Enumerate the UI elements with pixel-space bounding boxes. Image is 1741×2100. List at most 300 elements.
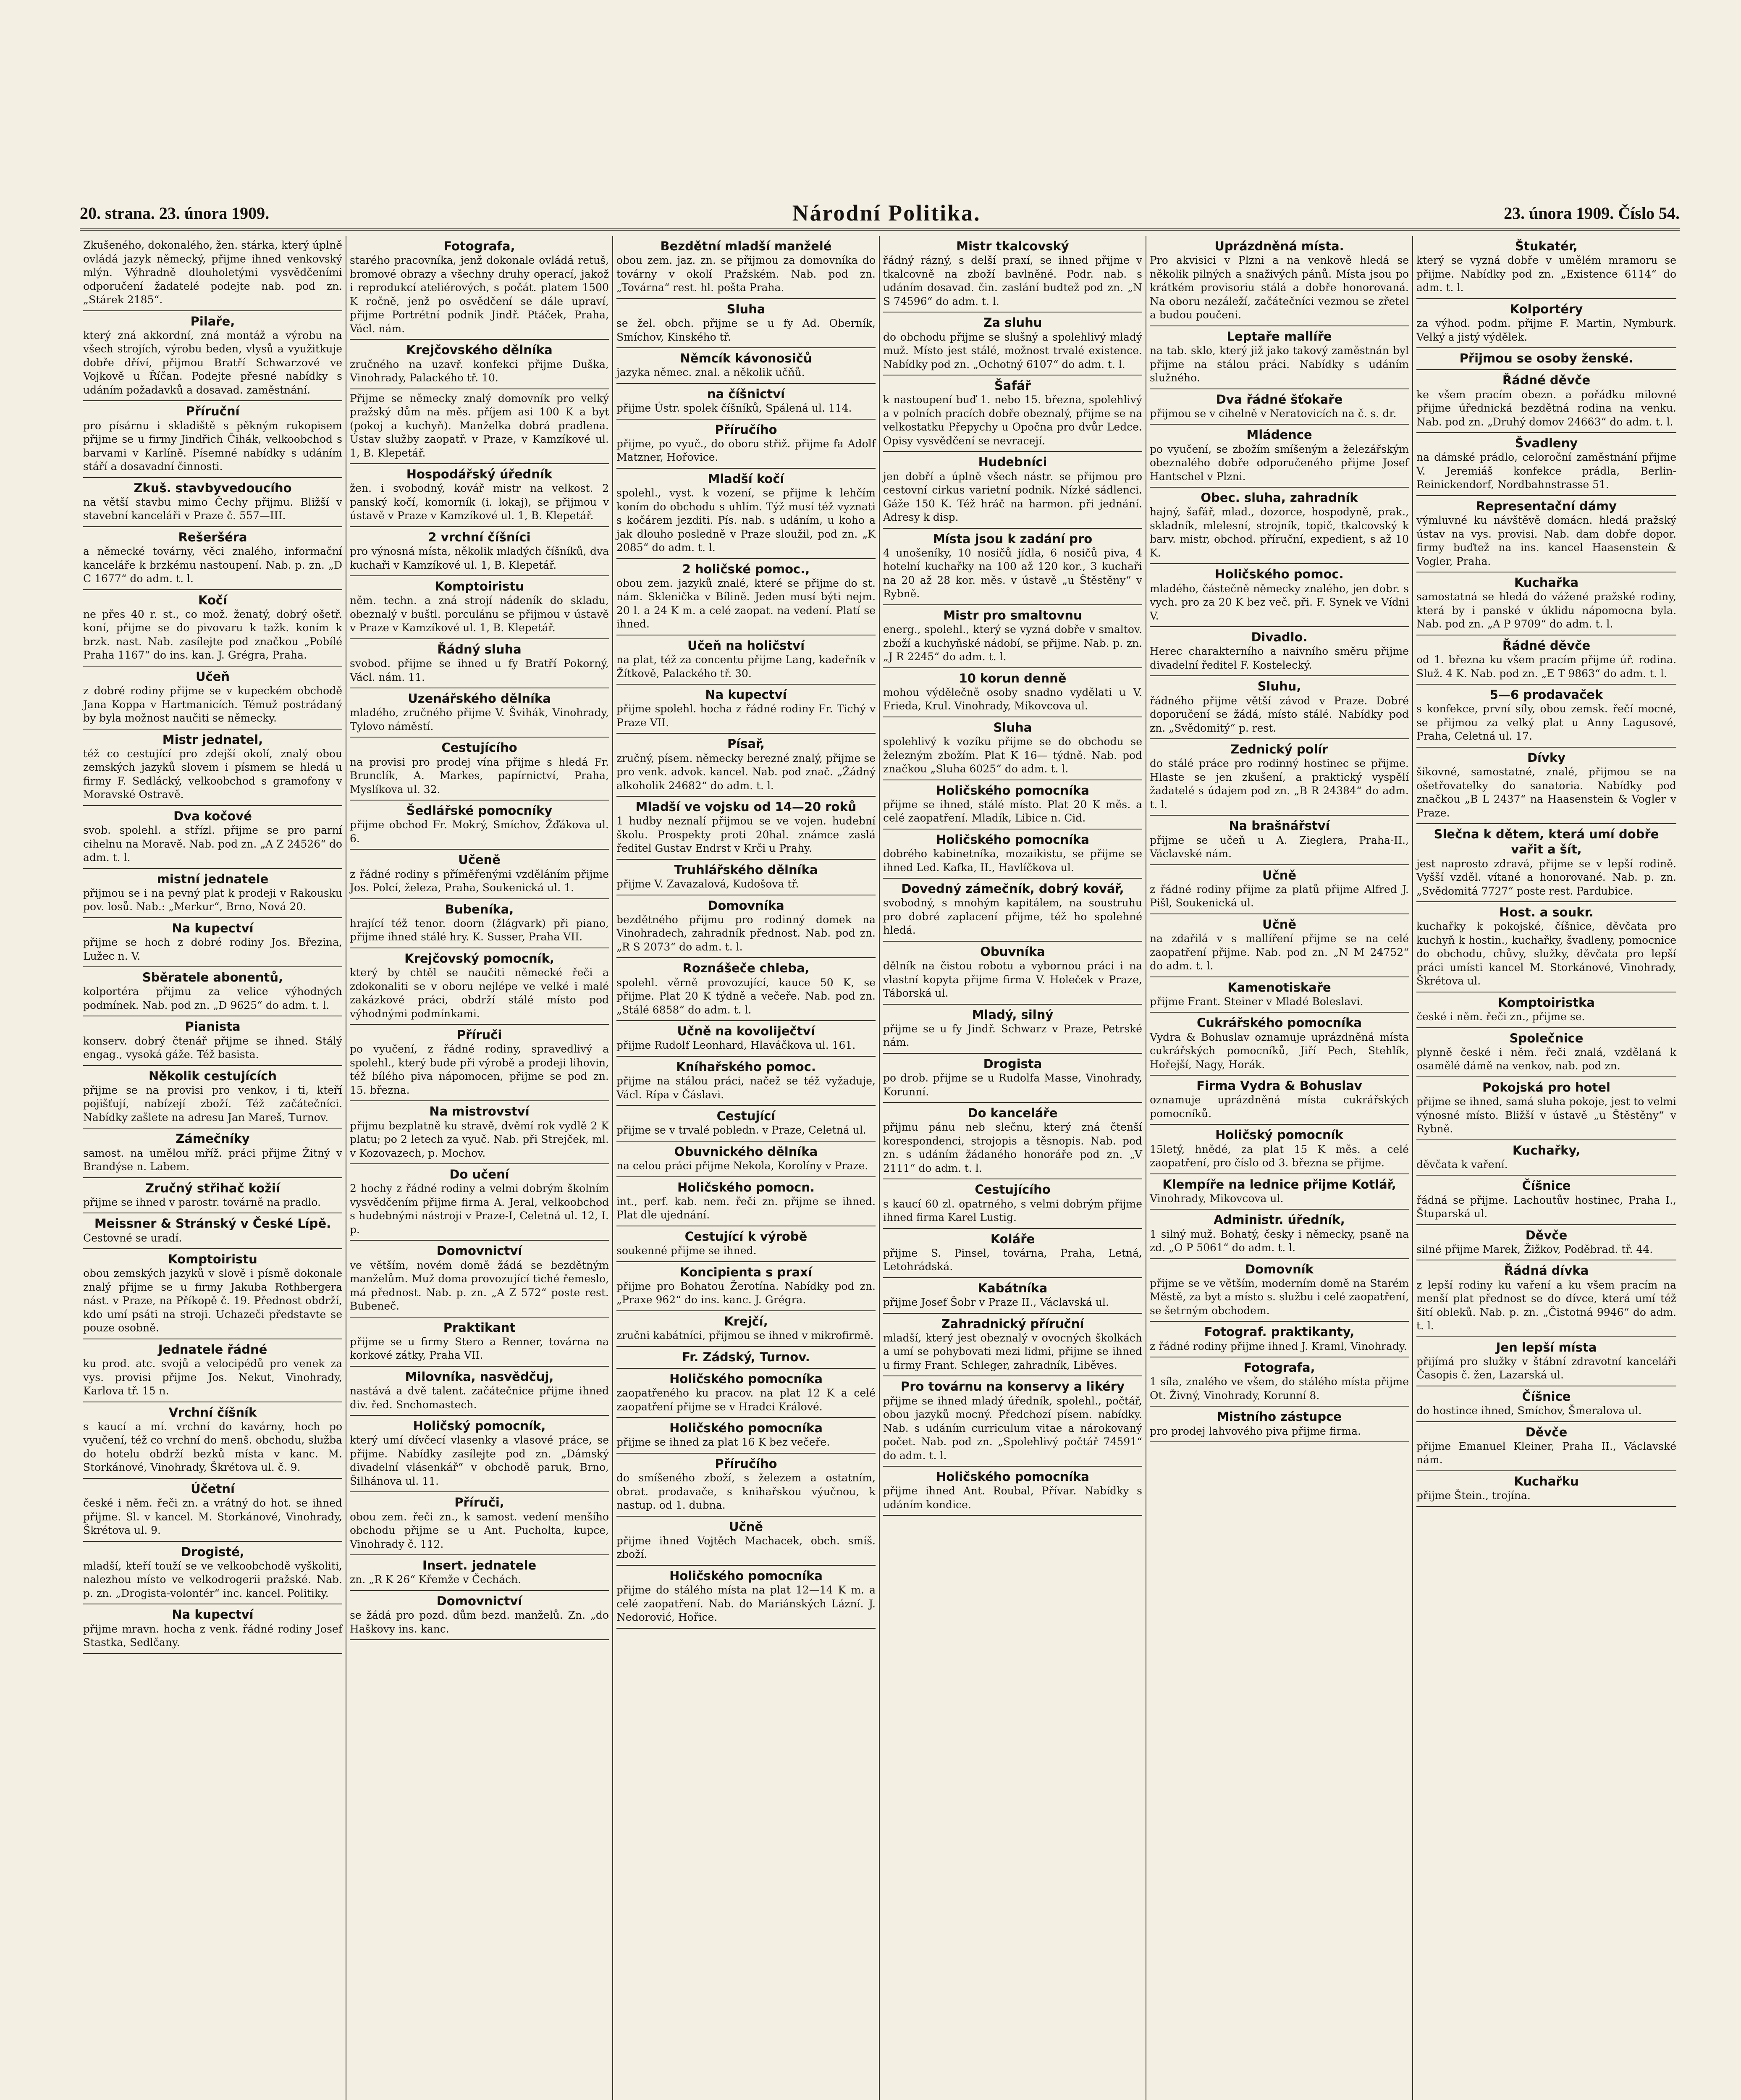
ad-heading: Učně na kovoliječtví [677, 1024, 815, 1038]
ad-heading: Pilaře, [190, 314, 235, 328]
ad-body: Zkušeného, dokonalého, žen. stárka, který úplně ovládá jazyk německý, přijme ihned venkovský mlýn. Výhradně dlouholetými vysvědčeními odporučení žadatelé podejte nab. pod zn. „Stárek 2185“. [83, 239, 342, 306]
classified-ad [1416, 748, 1676, 824]
ad-body: přijmou se i na pevný plat k prodeji v Rakousku pov. losů. Nab.: „Merkur“, Brno, Nová 20. [83, 887, 342, 913]
ad-body: výmluvné ku návštěvě domácn. hledá pražský ústav na vys. provisi. Nab. dam dobře dopor. firmy buďtež na ins. kancel Haasenstein & Vogler, Praha. [1416, 514, 1676, 567]
ad-body: mladší, kteří touží se ve velkoobchodě vyškoliti, nalezhou místo ve velkodrogerii pražské. Nab. p. zn. „Drogista-volontér“ inc. kancel. Politiky. [83, 1559, 342, 1599]
ad-body: 2 hochy z řádné rodiny a velmi dobrým školním vysvědčením přijme firma A. Jeral, velkoobchod s hudebnými nástroji v Praze-I, Celetná ul. 12, I. p. [350, 1182, 609, 1236]
classified-ad [616, 1347, 876, 1369]
ad-body: mohou výdělečně osoby snadno vydělati u V. Frieda, Krul. Vinohrady, Mikovcova ul. [883, 686, 1142, 712]
ad-heading: Sluha [726, 302, 766, 316]
ad-heading: Štukatér, [1515, 239, 1578, 253]
ad-heading: 5—6 prodavaček [1489, 688, 1603, 702]
ad-body: který zná akkordní, zná montáž a výrobu na všech strojích, výrobu beden, vlysů a využitkuje dobře dříví, přijmou Bratří Schwarzové ve Vojkově u Říčan. Podejte přesné nabídky s udáním požadavků a dosavad. zaměstnání. [83, 329, 342, 396]
ad-heading: Komptoiristu [168, 1252, 257, 1266]
classified-ad [1150, 1259, 1409, 1322]
classified-ad [883, 717, 1142, 780]
classified-ad [1150, 1407, 1409, 1442]
ad-heading: Drogista [983, 1056, 1042, 1071]
ad-body: dobrého kabinetníka, mozaikistu, se přijme se ihned Led. Kafka, II., Havlíčkova ul. [883, 848, 1142, 874]
ad-body: s kaucí 60 zl. opatrného, s velmi dobrým přijme ihned firma Karel Lustig. [883, 1197, 1142, 1223]
ad-body: ke všem pracím obezn. a pořádku milovné přijme úřednická bezdětná rodina na venku. Nab. pod zn. „Druhý domov 24663“ do adm. t. l. [1416, 388, 1676, 428]
ad-body: obou zem. jazyků znalé, které se přijme do st. nám. Sklenička v Bílině. Jeden musí býti nejm. 20 l. a 24 K m. a celé zaopat. na vedení. Platí se ihned. [616, 577, 876, 630]
ad-heading: Zručný střihač kožií [145, 1181, 280, 1195]
ad-body: zn. „R K 26“ Křemže v Čechách. [350, 1573, 522, 1586]
ad-body: na celou práci přijme Nekola, Korolíny v Praze. [616, 1160, 868, 1172]
ad-heading: mistní jednatele [157, 872, 269, 886]
ad-body: zaopatřeného ku pracov. na plat 12 K a celé zaopatření přijme se v Hradci Králové. [616, 1387, 876, 1413]
ad-body: po vyučení, z řádné rodiny, spravedlivý a spolehl., který bude při výrobě a prodeji lihovin, též bílého piva nápomocen, přijme se pod zn. 15. března. [350, 1043, 609, 1096]
ad-heading: Domovnictví [436, 1244, 522, 1258]
ad-body: jazyka němec. znal. a několik učňů. [616, 366, 805, 379]
classified-ad [350, 850, 609, 899]
classified-ad [83, 1129, 342, 1178]
ad-heading: Příručího [715, 422, 777, 437]
classified-ad [350, 1367, 609, 1416]
ad-heading: Na mistrovství [429, 1104, 530, 1119]
ad-body: z řádné rodiny s příměřenými vzděláním přijme Jos. Polcí, železa, Praha, Soukenická ul. 1. [350, 868, 609, 894]
classified-ad [1416, 348, 1676, 370]
ad-heading: Zámečníky [176, 1131, 250, 1146]
ad-body: ne přes 40 r. st., co mož. ženatý, dobrý ošetř. koní, přijme se do pivovaru k tažk. koním k brzk. nast. Nab. zasílejte pod značkou „Pobílé Praha 1167“ do ins. kan. J. Grégra, Praha. [83, 608, 342, 662]
ad-heading: Mistního zástupce [1217, 1410, 1342, 1424]
ad-body: pro písárnu i skladiště s pěkným rukopisem přijme se u firmy Jindřich Čihák, velkoobchod s barvami v Karlíně. Písemné nabídky s udáním stáří a dosavadní činnosti. [83, 419, 342, 472]
classified-ad [83, 1542, 342, 1605]
ad-heading: Obuvnického dělníka [674, 1144, 818, 1159]
classified-ad [616, 1369, 876, 1418]
classified-ad [883, 879, 1142, 942]
ad-heading: Příruči [456, 1028, 502, 1042]
classified-ad [616, 559, 876, 635]
ad-body: zručni kabátníci, přijmou se ihned v mikrofirmě. [616, 1329, 874, 1341]
ad-body: přijme na stálou práci, načež se též vyžaduje, Václ. Rípa v Čáslavi. [616, 1075, 876, 1101]
classified-ad [883, 1314, 1142, 1377]
ad-heading: Holičského pomocníka [669, 1371, 823, 1386]
ad-heading: Holičského pomoc. [1215, 567, 1344, 582]
ad-heading: Přijmou se osoby ženské. [1459, 351, 1633, 365]
ad-heading: Kuchařku [1514, 1474, 1579, 1488]
ad-body: přijme V. Zavazalová, Kudošova tř. [616, 878, 799, 890]
classified-ad [883, 1467, 1142, 1516]
ad-body: s kaucí a mí. vrchní do kavárny, hoch po vyučení, též co vrchní do menš. obchodu, služba do hotelu obdrží bezků místa v kanc. M. Storkánové, Vinohrady, Škrétova ul. č. 9. [83, 1420, 342, 1474]
ad-body: přijmu pánu neb slečnu, který zná čtenší korespondenci, strojopis a těsnopis. Nab. pod zn. s udáním žádaného honoráře pod zn. „V 2111“ do adm. t. l. [883, 1121, 1142, 1174]
ad-body: české i něm. řeči zn. a vrátný do hot. se ihned přijme. Sl. v kancel. M. Storkánové, Vinohrady, Škrétova ul. 9. [83, 1497, 342, 1536]
ad-heading: Děvče [1525, 1425, 1568, 1439]
ad-body: zručného na uzavř. konfekci přijme Duška, Vinohrady, Palackého tř. 10. [350, 358, 609, 384]
classified-ad [350, 688, 609, 738]
classified-ad [883, 236, 1142, 312]
classified-ad [1416, 1028, 1676, 1077]
ad-body: kuchařky k pokojské, číšnice, děvčata pro kuchyň k hostin., kuchařky, švadleny, pomocnice do obchodu, chůvy, služky, děvčata pro lepší práci umísti kancel M. Storkánové, Vinohrady, Škrétova ul. [1416, 920, 1676, 987]
ad-body: přijme se hoch z dobré rodiny Jos. Březina, Lužec n. V. [83, 936, 342, 962]
classified-ad [616, 1311, 876, 1347]
ad-heading: Zednický polír [1230, 742, 1328, 756]
ad-heading: Za sluhu [983, 315, 1042, 330]
ad-body: řádný rázný, s delší praxí, se ihned přijme v tkalcovně na zboží bavlněné. Podr. nab. s udáním dosavad. čin. zaslání budtež pod zn. „N S 74596“ do adm. t. l. [883, 254, 1142, 307]
ad-heading: Číšnice [1522, 1389, 1571, 1404]
ad-body: přijme se ihned v parostr. továrně na pradlo. [83, 1196, 321, 1208]
ad-heading: Cestující k výrobě [684, 1229, 808, 1244]
ad-heading: Příruční [186, 404, 240, 419]
classified-ad [350, 1555, 609, 1591]
ad-body: spolehl. věrně provozující, kauce 50 K, se přijme. Plat 20 K týdně a večeře. Nab. pod zn. „Stálé 6858“ do adm. t. l. [616, 976, 876, 1016]
ad-body: do hostince ihned, Smíchov, Šmeralova ul. [1416, 1404, 1642, 1417]
ad-body: mladého, zručného přijme V. Švihák, Vinohrady, Tylovo náměstí. [350, 706, 609, 732]
ad-body: na zdařilá v s mallíření přijme se na celé zaopatření přijme. Nab. pod zn. „N M 24752“ do adm. t. l. [1150, 932, 1409, 972]
ad-heading: Šafář [994, 378, 1031, 393]
classified-ad [616, 1142, 876, 1177]
ad-body: na tab. sklo, který již jako takový zaměstnán byl přijme na stálou práci. Nabídky s udáním služného. [1150, 344, 1409, 384]
ad-body: se žel. obch. přijme se u fy Ad. Oberník, Smíchov, Kinského tř. [616, 317, 876, 343]
ad-heading: Pianista [185, 1019, 241, 1034]
classified-ad [616, 348, 876, 384]
classified-ad [1150, 977, 1409, 1013]
ad-heading: Zkuš. stavbyvedoucího [134, 480, 292, 495]
ad-heading: Na brašnářství [1229, 819, 1330, 833]
ad-body: starého pracovníka, jenž dokonale ovládá retuš, bromové obrazy a všechny druhy operací, jakož i reprodukcí ateliérových, s počát. platem 1500 K ročně, jenž po osvědčení se dále upraví, přijme Portrétní podnik Jindř. Ptáček, Praha, Václ. nám. [350, 254, 609, 335]
classified-ad [83, 1479, 342, 1542]
ad-body: obou zem. jaz. zn. se přijmou za domovníka do továrny v okolí Pražském. Nab. pod zn. „Továrna“ rest. hl. pošta Praha. [616, 254, 876, 294]
classified-ad [350, 1492, 609, 1555]
classified-ad [883, 312, 1142, 375]
ad-body: přijme se ihned, samá sluha pokoje, jest to velmi výnosné místo. Bližší v ústavě „u Štěstěny“ v Rybně. [1416, 1095, 1676, 1135]
ad-body: přijme se ve větším, moderním domě na Starém Městě, za byt a místo s. službu i celé zaopatření, se šetrným obchodem. [1150, 1277, 1409, 1317]
ad-body: Vinohrady, Mikovcova ul. [1150, 1192, 1284, 1205]
classified-ad [616, 299, 876, 348]
ad-body: přijme ihned Vojtěch Machacek, obch. smíš. zboží. [616, 1534, 876, 1561]
classified-ad [616, 860, 876, 895]
ad-heading: Fotografa, [443, 239, 515, 253]
ad-body: přijme se ihned za plat 16 K bez večeře. [616, 1436, 830, 1449]
ad-heading: Na kupectví [172, 921, 254, 935]
ad-heading: Fotograf. praktikanty, [1204, 1325, 1355, 1339]
ad-heading: Cestujícího [975, 1182, 1051, 1197]
classified-ad [350, 1164, 609, 1241]
classified-ad [350, 389, 609, 465]
ad-body: oznamuje uprázdněná místa cukrářských pomocníků. [1150, 1094, 1409, 1120]
ad-body: silné přijme Marek, Žižkov, Poděbrad. tř. 44. [1416, 1243, 1653, 1255]
ad-heading: Řádná dívka [1504, 1263, 1589, 1278]
ad-heading: Učně [729, 1519, 763, 1534]
ad-body: int., perf. kab. nem. řeči zn. přijme se ihned. Plat dle ujednání. [616, 1195, 876, 1221]
ad-heading: Koláře [990, 1231, 1035, 1246]
classified-ad [616, 469, 876, 559]
classified-ad [350, 236, 609, 340]
ad-heading: Řádné děvče [1502, 373, 1591, 388]
ad-heading: Milovníka, nasvědčuj, [405, 1369, 554, 1384]
ad-heading: Mistr tkalcovský [956, 239, 1069, 253]
ad-heading: Hospodářský úředník [406, 467, 553, 481]
classified-ad [83, 478, 342, 527]
ad-body: přijme, po vyuč., do oboru střiž. přijme fa Adolf Matzner, Hořovice. [616, 437, 876, 464]
classified-ad [883, 1054, 1142, 1103]
classified-ad [616, 1418, 876, 1454]
ad-body: svobod. přijme se ihned u fy Bratří Pokorný, Václ. nám. 11. [350, 657, 609, 683]
classified-columns [80, 236, 1680, 2100]
ad-body: konserv. dobrý čtenář přijme se ihned. Stálý engag., vysoká gáže. Též basista. [83, 1034, 342, 1060]
ad-body: na plat, též za concentu přijme Lang, kadeřník v Žítkově, Palackého tř. 30. [616, 654, 876, 680]
classified-ad [1150, 1174, 1409, 1210]
classified-ad [616, 1021, 876, 1057]
ad-heading: Slečna k dětem, která umí dobře vařit a šít, [1434, 827, 1659, 857]
classified-ad [350, 1416, 609, 1492]
classified-ad [883, 780, 1142, 830]
ad-heading: Společnice [1509, 1031, 1584, 1045]
ad-heading: Domovnictví [436, 1593, 522, 1608]
ad-heading: Zahradnický příruční [941, 1316, 1084, 1331]
ad-body: přijme obchod Fr. Mokrý, Smíchov, Žďákova ul. 6. [350, 819, 609, 845]
classified-ad [883, 1376, 1142, 1467]
ad-body: mladší, který jest obeznalý v ovocných školkách a umí se pohybovati mezi lidmi, přijme se ihned u firmy Frant. Schleger, zahradník, Liběves. [883, 1331, 1142, 1371]
ad-body: přijme se na provisi pro venkov, i ti, kteří pojišťují, nabízejí zboží. Též začátečníci. Nabídky zašlete na adresu Jan Mareš, Turnov. [83, 1084, 342, 1124]
ad-body: energ., spolehl., který se vyzná dobře v smaltov. zboží a kuchyňské nádobí, se přijme. Nab. p. zn. „J R 2245“ do adm. t. l. [883, 623, 1142, 663]
ad-heading: Řádný sluha [437, 642, 522, 656]
classified-ad [616, 958, 876, 1021]
ad-heading: Leptaře mallíře [1227, 329, 1332, 344]
ad-body: ku prod. atc. svojů a velocipédů pro venek za vys. provisi přijme Jos. Nekut, Vinohrady, Karlova tř. 15 n. [83, 1357, 342, 1397]
ad-heading: Učně [1262, 868, 1297, 882]
ad-body: přijme spolehl. hocha z řádné rodiny Fr. Tichý v Praze VII. [616, 703, 876, 729]
classified-ad [616, 635, 876, 685]
ad-body: od 1. března ku všem pracím přijme úř. rodina. Služ. 4 K. Nab. pod zn. „E T 9863“ do adm. t. l. [1416, 654, 1676, 680]
ad-body: pro výnosná místa, několik mladých číšníků, dva kuchaři v Kamzíkové ul. 1, B. Klepetář. [350, 545, 609, 571]
ad-body: 4 unošeníky, 10 nosičů jídla, 6 nosičů piva, 4 hotelní kuchařky na 100 až 120 kor., 3 kuchaři na 20 až 28 kor. měs. v ústavě „u Štěstěny“ v Rybně. [883, 546, 1142, 600]
ad-heading: Do učení [449, 1167, 509, 1181]
ad-body: z dobré rodiny přijme se v kupeckém obchodě Jana Koppa v Hartmanicích. Témuž postrádaný by byla možnost naučiti se německy. [83, 685, 342, 724]
ad-body: přijme Rudolf Leonhard, Hlaváčkova ul. 161. [616, 1039, 856, 1052]
column-4 [880, 236, 1146, 2100]
classified-ad [883, 942, 1142, 1005]
column-6 [1413, 236, 1680, 2100]
ad-heading: Mládence [1246, 428, 1312, 442]
ad-heading: 2 holičské pomoc., [682, 562, 810, 576]
classified-ad [83, 1066, 342, 1129]
ad-body: který se vyzná dobře v umělém mramoru se přijme. Nabídky pod zn. „Existence 6114“ do adm. t. l. [1416, 254, 1676, 294]
classified-ad [83, 1213, 342, 1249]
classified-ad [83, 1402, 342, 1479]
ad-heading: Učeň na holičství [687, 638, 805, 653]
ad-heading: Dva řádné šťokaře [1216, 392, 1343, 407]
ad-heading: Rešeršéra [178, 530, 247, 544]
ad-heading: Holičského pomocníka [936, 1470, 1089, 1484]
ad-body: za výhod. podm. přijme F. Martin, Nymburk. Velký a jistý výdělek. [1416, 317, 1676, 343]
classified-ad [1416, 496, 1676, 572]
classified-ad [883, 1179, 1142, 1228]
classified-ad [83, 869, 342, 918]
classified-ad [350, 801, 609, 850]
ad-body: Přijme se německy znalý domovník pro velký pražský dům na měs. příjem asi 100 K a byt (pokoj a kuchyň). Manželka dobrá pradlena. Ústav služby zaopatř. v Praze, v Kamzíkové ul. 1, B. Klepetář. [350, 392, 609, 459]
classified-ad [1416, 1386, 1676, 1422]
ad-heading: Truhlářského dělníka [674, 862, 818, 877]
ad-heading: Kolportéry [1510, 302, 1583, 316]
ad-body: přijmu bezplatně ku stravě, dvěmí rok vydlě 2 K platu; po 2 letech za vyuč. Nab. při Strejček, ml. v Kozovazech, p. Mochov. [350, 1119, 609, 1159]
ad-heading: Koncipienta s praxí [680, 1265, 812, 1279]
ad-body: přijme se u firmy Stero a Renner, továrna na korkové zátky, Praha VII. [350, 1335, 609, 1362]
ad-body: 1 síla, znalého ve všem, do stálého místa přijme Ot. Živný, Vinohrady, Korunní 8. [1150, 1376, 1409, 1402]
ad-heading: Příruči, [454, 1495, 504, 1510]
ad-heading: 2 vrchní číšníci [428, 530, 531, 544]
classified-ad [350, 738, 609, 801]
classified-ad [83, 1339, 342, 1402]
ad-heading: Jednatele řádné [158, 1342, 267, 1357]
ad-body: hrající též tenor. doorn (žlágvark) při piano, přijme ihned stálé hry. K. Susser, Praha VII. [350, 917, 609, 943]
classified-ad [350, 1591, 609, 1640]
ad-body: řádného přijme větší závod v Praze. Dobré doporučení se žádá, místo stálé. Nabídky pod zn. „Svědomitý“ p. rest. [1150, 694, 1409, 734]
classified-ad [1416, 299, 1676, 348]
ad-heading: Učeně [458, 853, 501, 867]
ad-heading: Místa jsou k zadání pro [933, 531, 1093, 546]
ad-body: 1 silný muž. Bohatý, česky i německy, psaně na zd. „O P 5061“ do adm. t. l. [1150, 1228, 1409, 1254]
ad-heading: Kníhařského pomoc. [676, 1059, 816, 1074]
ad-body: Cestovné se uradí. [83, 1231, 182, 1244]
classified-ad [350, 639, 609, 688]
ad-heading: Bezdětní mladší manželé [660, 239, 832, 253]
ad-heading: Pro továrnu na konservy a likéry [901, 1379, 1125, 1394]
ad-heading: Firma Vydra & Bohuslav [1196, 1079, 1362, 1093]
column-5 [1146, 236, 1413, 2100]
ad-heading: Krejčí, [724, 1314, 768, 1328]
classified-ad [616, 1262, 876, 1311]
ad-heading: Roznášeče chleba, [682, 961, 810, 976]
ad-heading: 10 korun denně [959, 671, 1067, 685]
ad-heading: Příručího [715, 1456, 777, 1471]
ad-body: jest naprosto zdravá, přijme se v lepší rodině. Vyšší vzděl. vítané a honorované. Nab. p. zn. „Svědomitá 7727“ poste rest. Pardubice. [1416, 857, 1676, 897]
ad-heading: Holičský pomocník, [413, 1419, 546, 1433]
ad-heading: Administr. úředník, [1214, 1213, 1345, 1227]
classified-ad [1416, 1337, 1676, 1386]
classified-ad [1150, 488, 1409, 564]
ad-body: z lepší rodiny ku vaření a ku všem pracím na menší plat přednost se do dívce, která umí též šití obleků. Nab. p. zn. „Čistotná 9946“ do adm. t. l. [1416, 1278, 1676, 1332]
classified-ad [1150, 425, 1409, 488]
classified-ad [616, 1177, 876, 1226]
ad-body: který by chtěl se naučiti německé řeči a zdokonaliti se v oboru nejlépe ve velké i malé zakázkové práci, obdrží stálé místo pod výhodnými podmínkami. [350, 966, 609, 1020]
ad-body: soukenné přijme se ihned. [616, 1244, 757, 1257]
ad-heading: Holičský pomocník [1215, 1128, 1343, 1142]
ad-body: řádná se přijme. Lachoutův hostinec, Praha I., Štuparská ul. [1416, 1194, 1676, 1220]
classified-ad [883, 1229, 1142, 1278]
ad-heading: Uzenářského dělníka [408, 691, 551, 706]
classified-ad [350, 527, 609, 576]
ad-heading: Hudebníci [978, 455, 1047, 470]
ad-heading: Učně [1262, 917, 1297, 932]
ad-heading: Mladší kočí [708, 471, 784, 486]
ad-heading: Dovedný zámečník, dobrý kovář, [901, 882, 1124, 896]
header-date-right: 23. února 1909. Číslo 54. [1504, 203, 1680, 223]
classified-ad [83, 1249, 342, 1339]
ad-body: na provisi pro prodej vína přijme s hledá Fr. Brunclík, A. Markes, papírnictví, Praha, Myslíkova ul. 32. [350, 756, 609, 795]
ad-body: na dámské prádlo, celoroční zaměstnání přijme V. Jeremiáš konfekce prádla, Berlin-Reinickendorf, Nordbahnstrasse 51. [1416, 451, 1676, 491]
classified-ad [616, 384, 876, 420]
ad-heading: Učeň [195, 669, 230, 684]
classified-ad [1150, 739, 1409, 816]
classified-ad [83, 918, 342, 967]
ad-body: do obchodu přijme se slušný a spolehlivý mladý muž. Místo jest stálé, možnost trvalé existence. Nabídky pod zn. „Ochotný 6107“ do adm. t. l. [883, 331, 1142, 370]
classified-ad [1150, 865, 1409, 914]
column-2 [346, 236, 613, 2100]
ad-heading: Kočí [198, 593, 228, 607]
classified-ad [1416, 1140, 1676, 1176]
ad-body: šikovné, samostatné, znalé, přijmou se na ošetřovatelky do sanatoria. Nabídky pod značkou „B L 2437“ na Haasenstein & Vogler v Praze. [1416, 766, 1676, 819]
ad-body: plynně české i něm. řeči znalá, vzdělaná k osamělé dámě na venkov, nab. pod zn. [1416, 1046, 1676, 1072]
classified-ad [616, 1226, 876, 1262]
classified-ad [83, 806, 342, 869]
ad-body: přijímá pro služky v štábní zdravotní kanceláři Časopis č. žen, Lazarská ul. [1416, 1355, 1676, 1381]
classified-ad [1416, 1225, 1676, 1261]
classified-ad [1416, 685, 1676, 748]
column-1 [80, 236, 346, 2100]
ad-heading: Písař, [727, 737, 765, 751]
ad-heading: Šedlářské pomocníky [406, 803, 553, 818]
ad-body: spolehlivý k vozíku přijme se do obchodu se železným zbožím. Plat K 16— týdně. Nab. pod značkou „Sluha 6025“ do adm. t. l. [883, 735, 1142, 775]
ad-body: po drob. přijme se u Rudolfa Masse, Vinohrady, Korunní. [883, 1072, 1142, 1098]
ad-body: samost. na umělou mříž. práci přijme Žitný v Brandýse n. Labem. [83, 1147, 342, 1173]
ad-body: hajný, šafář, mlad., dozorce, hospodyně, prak., skladník, mlelesní, strojník, topič, tkalcovský k barv. mistr, obchod. příruční, expedient, s až 10 K. [1150, 506, 1409, 559]
classified-ad [616, 236, 876, 299]
classified-ad [616, 1106, 876, 1142]
classified-ad [1416, 1471, 1676, 1507]
ad-body: obou zemských jazyků v slově i písmě dokonale znalý přijme se u firmy Jakuba Rothbergera nást. v Praze, na Příkopě č. 19. Přednost obdrží, kdo umí psáti na stroji. Uchazeči představte se pouze osobně. [83, 1267, 342, 1334]
ad-heading: Mistr jednatel, [162, 732, 263, 747]
ad-body: s konfekce, první síly, obou zemsk. řečí mocné, se přijmou za velký plat u Anny Lagusové, Praha, Celetná ul. 17. [1416, 703, 1676, 743]
classified-ad [616, 797, 876, 860]
classified-ad [883, 830, 1142, 879]
ad-heading: Sluha [993, 720, 1032, 735]
ad-heading: Pokojská pro hotel [1482, 1080, 1610, 1095]
ad-body: přijme se učeň u A. Zieglera, Praha-II., Václavské nám. [1150, 834, 1409, 860]
classified-ad [1150, 1357, 1409, 1407]
ad-heading: Několik cestujících [148, 1068, 277, 1083]
classified-ad [883, 452, 1142, 528]
ad-heading: Komptoiristka [1498, 995, 1595, 1010]
ad-heading: Holičského pomocn. [677, 1180, 815, 1194]
classified-ad [1150, 326, 1409, 389]
classified-ad [350, 948, 609, 1025]
ad-body: obou zem. řeči zn., k samost. vedení menšího obchodu přijme se u Ant. Pucholta, kupce, Vinohrady č. 112. [350, 1510, 609, 1550]
ad-heading: Do kanceláře [968, 1106, 1058, 1120]
ad-body: samostatná se hledá do vážené pražské rodiny, která by i panské v úklidu nápomocna byla. Nab. pod zn. „A P 9709“ do adm. t. l. [1416, 591, 1676, 630]
ad-body: nastává a dvě talent. začátečnice přijme ihned div. řed. Snchomastech. [350, 1385, 609, 1411]
classified-ad [83, 667, 342, 730]
ad-heading: Sluhu, [1257, 679, 1301, 694]
ad-body: přijmou se v cihelně v Neratovicích na č. s. dr. [1150, 407, 1397, 420]
classified-ad [1416, 1422, 1676, 1471]
classified-ad [883, 1103, 1142, 1179]
ad-body: po vyučení, se zbožím smíšeným a železářským obeznalého dobře odporučeného přijme Josef Hantschel v Plzni. [1150, 443, 1409, 483]
classified-ad [616, 420, 876, 469]
classified-ad [83, 527, 342, 590]
ad-heading: Uprázdněná místa. [1214, 239, 1344, 253]
classified-ad [350, 1025, 609, 1101]
classified-ad [83, 1016, 342, 1066]
ad-heading: Representační dámy [1476, 499, 1617, 513]
ad-body: na větší stavbu mimo Čechy přijmu. Bližší v stavební kanceláři v Praze č. 557—III. [83, 496, 342, 522]
ad-body: přijme se u fy Jindř. Schwarz v Praze, Petrské nám. [883, 1022, 1142, 1049]
classified-ad [1150, 914, 1409, 977]
classified-ad [1150, 627, 1409, 676]
ad-heading: Dva kočové [173, 808, 252, 823]
classified-ad [1416, 992, 1676, 1028]
classified-ad [1416, 902, 1676, 992]
ad-body: se žádá pro pozd. dům bezd. manželů. Zn. „do Haškovy ins. kanc. [350, 1609, 609, 1635]
masthead-title: Národní Politika. [792, 200, 981, 226]
ad-body: něm. techn. a zná strojí nádeník do skladu, obeznalý v buštl. porculánu se přijmou v ústavě v Praze v Kamzíkové ul. 1, B. Klepetář. [350, 594, 609, 634]
ad-body: přijme ihned Ant. Roubal, Přívar. Nabídky s udáním kondice. [883, 1485, 1142, 1511]
classified-ad [616, 685, 876, 734]
ad-heading: Mistr pro smaltovnu [943, 608, 1082, 622]
classified-ad [1150, 236, 1409, 326]
classified-ad [1416, 236, 1676, 299]
classified-ad [616, 1454, 876, 1517]
ad-heading: Krejčovský pomocník, [404, 951, 554, 966]
